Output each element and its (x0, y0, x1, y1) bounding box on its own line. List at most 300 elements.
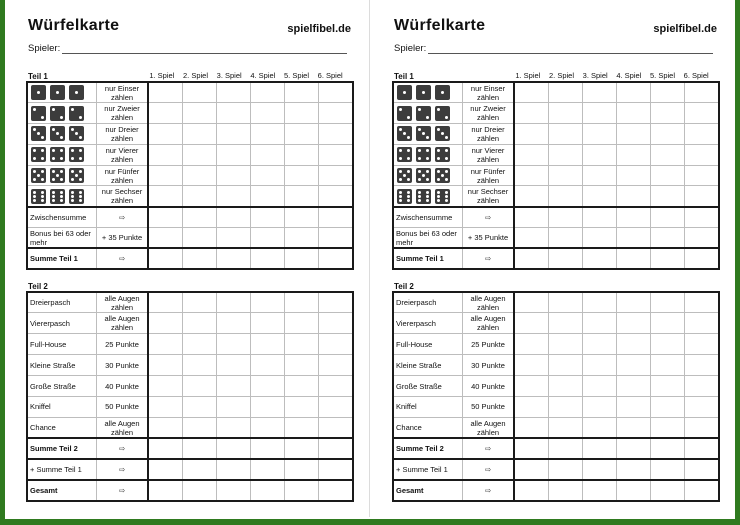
plus-sum-part1-row (393, 459, 719, 480)
bonus-row-game-6-cell[interactable] (685, 228, 720, 249)
part2-row-1-game-4-cell[interactable] (251, 292, 285, 313)
part2-row-6-game-6-cell[interactable] (685, 396, 720, 417)
part1-row (393, 124, 719, 145)
die-2-icon (416, 106, 431, 121)
site-name: spielfibel.de (287, 23, 351, 35)
part1-row-1-game-3-cell[interactable] (583, 82, 617, 103)
part1-row-3-game-3-cell[interactable] (583, 124, 617, 145)
sum-part2-row-game-1-cell[interactable] (514, 438, 549, 459)
part1-row-1-game-1-cell[interactable] (514, 82, 549, 103)
part1-row-1-game-5-cell[interactable] (651, 82, 685, 103)
part2-row-2-game-6-cell[interactable] (685, 313, 720, 334)
part2-table (392, 291, 720, 502)
part2-row-3-game-6-cell[interactable] (319, 334, 354, 355)
part1-row-6-game-1-cell[interactable] (148, 186, 183, 207)
part1-row-5-game-3-cell[interactable] (217, 165, 251, 186)
sum-part2-row-game-3-cell[interactable] (217, 438, 251, 459)
total-row-game-3-cell[interactable] (217, 480, 251, 501)
sum-part1-row-game-6-cell[interactable] (685, 248, 720, 269)
part1-row-6-game-2-cell[interactable] (183, 186, 217, 207)
part2-row-4-game-2-cell[interactable] (549, 355, 583, 376)
part1-row-4-game-6-cell[interactable] (685, 144, 720, 165)
part2-row-2-game-6-cell[interactable] (319, 313, 354, 334)
sum-part2-row-game-6-cell[interactable] (319, 438, 354, 459)
sum-part1-row-game-3-cell[interactable] (217, 248, 251, 269)
bonus-row-game-2-cell[interactable] (183, 228, 217, 249)
part1-row-3-game-5-cell[interactable] (651, 124, 685, 145)
part2-row-2-game-3-cell[interactable] (583, 313, 617, 334)
player-label: Spieler: (394, 43, 427, 54)
plus-sum-part1-row-game-3-cell[interactable] (583, 459, 617, 480)
part2-row-1-game-6-cell[interactable] (685, 292, 720, 313)
part1-row-5-game-5-cell[interactable] (285, 165, 319, 186)
plus-sum-part1-row-game-2-cell[interactable] (549, 459, 583, 480)
sum-part1-row-game-4-cell[interactable] (251, 248, 285, 269)
part2-row-5-game-4-cell[interactable] (251, 376, 285, 397)
part1-row-3-game-6-cell[interactable] (319, 124, 354, 145)
plus-sum-part1-row-game-1-cell[interactable] (148, 459, 183, 480)
rule-text: nur Einser zählen (463, 82, 515, 103)
part2-row-6-game-2-cell[interactable] (183, 396, 217, 417)
part1-row-5-game-6-cell[interactable] (319, 165, 354, 186)
sum-part1-row-rule: ⇨ (463, 248, 515, 269)
part1-row-4-game-3-cell[interactable] (217, 144, 251, 165)
bonus-row-game-5-cell[interactable] (285, 228, 319, 249)
part2-row-5-game-3-cell[interactable] (217, 376, 251, 397)
part1-row-2-game-3-cell[interactable] (217, 103, 251, 124)
part1-row-6-game-1-cell[interactable] (514, 186, 549, 207)
die-3-icon (50, 126, 65, 141)
part2-row-7-game-1-cell[interactable] (148, 417, 183, 438)
score-sheet-left (5, 0, 373, 517)
part2-row-4-game-3-cell[interactable] (583, 355, 617, 376)
bonus-row-game-4-cell[interactable] (617, 228, 651, 249)
part1-row-1-game-2-cell[interactable] (183, 82, 217, 103)
sum-part1-row-label: Summe Teil 1 (27, 248, 97, 269)
part2-row-3-game-5-cell[interactable] (651, 334, 685, 355)
part2-row-4-game-5-cell[interactable] (285, 355, 319, 376)
part2-row-1-game-4-cell[interactable] (617, 292, 651, 313)
subtotal-row (393, 207, 719, 228)
part1-row-6-game-2-cell[interactable] (549, 186, 583, 207)
rule-text: 40 Punkte (463, 376, 515, 397)
part1-row-6-game-6-cell[interactable] (319, 186, 354, 207)
part2-row-6-game-6-cell[interactable] (319, 396, 354, 417)
part2-row-6-game-2-cell[interactable] (549, 396, 583, 417)
part1-row-4-game-2-cell[interactable] (183, 144, 217, 165)
part2-row-3-game-2-cell[interactable] (183, 334, 217, 355)
sum-part1-row-game-5-cell[interactable] (285, 248, 319, 269)
total-row-rule: ⇨ (463, 480, 515, 501)
dice-group (396, 85, 462, 100)
part2-row-7-game-3-cell[interactable] (217, 417, 251, 438)
part2-row-4-game-4-cell[interactable] (251, 355, 285, 376)
part1-row-1-game-6-cell[interactable] (319, 82, 354, 103)
plus-sum-part1-row-game-2-cell[interactable] (183, 459, 217, 480)
part2-row-7-game-4-cell[interactable] (251, 417, 285, 438)
part2-row-1-game-3-cell[interactable] (217, 292, 251, 313)
part2-row-1-game-1-cell[interactable] (148, 292, 183, 313)
part1-row-6-game-4-cell[interactable] (251, 186, 285, 207)
part2-row-1-game-6-cell[interactable] (319, 292, 354, 313)
part1-row-3-game-2-cell[interactable] (549, 124, 583, 145)
part2-row-5-game-5-cell[interactable] (285, 376, 319, 397)
part2-row (27, 376, 353, 397)
part2-row-6-game-4-cell[interactable] (617, 396, 651, 417)
part2-row-6-game-1-cell[interactable] (514, 396, 549, 417)
part1-row-5-game-1-cell[interactable] (148, 165, 183, 186)
part1-row-4-game-2-cell[interactable] (549, 144, 583, 165)
part2-row-2-game-5-cell[interactable] (651, 313, 685, 334)
rule-text: nur Zweier zählen (463, 103, 515, 124)
part2-row-3-game-3-cell[interactable] (583, 334, 617, 355)
part2-row-4-game-4-cell[interactable] (617, 355, 651, 376)
part2-row-6-game-1-cell[interactable] (148, 396, 183, 417)
category-label: Dreierpasch (393, 292, 463, 313)
part2-row-5-game-4-cell[interactable] (617, 376, 651, 397)
bonus-row-game-1-cell[interactable] (148, 228, 183, 249)
part2-row-4-game-1-cell[interactable] (514, 355, 549, 376)
part2-row-7-game-2-cell[interactable] (549, 417, 583, 438)
plus-sum-part1-row-rule: ⇨ (463, 459, 515, 480)
sum-part2-row-game-5-cell[interactable] (285, 438, 319, 459)
part1-row-2-game-2-cell[interactable] (183, 103, 217, 124)
part1-row-2-game-1-cell[interactable] (148, 103, 183, 124)
total-row-game-5-cell[interactable] (285, 480, 319, 501)
part1-row-3-game-1-cell[interactable] (148, 124, 183, 145)
bonus-row-rule: + 35 Punkte (97, 228, 149, 249)
sum-part2-row-game-4-cell[interactable] (251, 438, 285, 459)
sum-part1-row-game-6-cell[interactable] (319, 248, 354, 269)
part2-table (26, 291, 354, 502)
part1-row-3-game-5-cell[interactable] (285, 124, 319, 145)
total-row-game-4-cell[interactable] (251, 480, 285, 501)
part1-row-6-game-5-cell[interactable] (651, 186, 685, 207)
sum-part1-row-game-2-cell[interactable] (183, 248, 217, 269)
total-row-game-3-cell[interactable] (583, 480, 617, 501)
part1-row-1-game-1-cell[interactable] (148, 82, 183, 103)
part2-row-3-game-3-cell[interactable] (217, 334, 251, 355)
part2-row-5-game-2-cell[interactable] (549, 376, 583, 397)
total-row-game-2-cell[interactable] (549, 480, 583, 501)
sum-part1-row (27, 248, 353, 269)
part1-row-5-game-4-cell[interactable] (251, 165, 285, 186)
subtotal-row-game-5-cell[interactable] (651, 207, 685, 228)
part1-row-5-game-2-cell[interactable] (183, 165, 217, 186)
total-row-game-1-cell[interactable] (514, 480, 549, 501)
part1-row-1-game-4-cell[interactable] (251, 82, 285, 103)
dice-group (30, 85, 96, 100)
part2-row-7-game-5-cell[interactable] (285, 417, 319, 438)
part2-row-3-game-4-cell[interactable] (251, 334, 285, 355)
bonus-row-game-6-cell[interactable] (319, 228, 354, 249)
subtotal-row-game-4-cell[interactable] (617, 207, 651, 228)
dice-cell (27, 124, 97, 145)
part1-row-6-game-4-cell[interactable] (617, 186, 651, 207)
bonus-row-game-1-cell[interactable] (514, 228, 549, 249)
subtotal-row-game-3-cell[interactable] (217, 207, 251, 228)
part2-row-1-game-3-cell[interactable] (583, 292, 617, 313)
part2-row-2-game-2-cell[interactable] (183, 313, 217, 334)
part1-row-1-game-5-cell[interactable] (285, 82, 319, 103)
plus-sum-part1-row (27, 459, 353, 480)
subtotal-row-game-5-cell[interactable] (285, 207, 319, 228)
subtotal-row-game-6-cell[interactable] (685, 207, 720, 228)
part2-row-2-game-3-cell[interactable] (217, 313, 251, 334)
part1-row-3-game-4-cell[interactable] (617, 124, 651, 145)
part1-row-3-game-6-cell[interactable] (685, 124, 720, 145)
dice-cell (27, 144, 97, 165)
part2-row-6-game-3-cell[interactable] (583, 396, 617, 417)
plus-sum-part1-row-game-5-cell[interactable] (651, 459, 685, 480)
part2-row-6-game-5-cell[interactable] (651, 396, 685, 417)
die-6-icon (397, 189, 412, 204)
part2-row-3-game-1-cell[interactable] (148, 334, 183, 355)
part1-row-2-game-3-cell[interactable] (583, 103, 617, 124)
part1-row-6-game-3-cell[interactable] (583, 186, 617, 207)
die-1-icon (435, 85, 450, 100)
dice-group (396, 147, 462, 162)
die-5-icon (435, 168, 450, 183)
sum-part1-row-game-3-cell[interactable] (583, 248, 617, 269)
part2-row-4-game-3-cell[interactable] (217, 355, 251, 376)
die-5-icon (50, 168, 65, 183)
part1-row-4-game-1-cell[interactable] (148, 144, 183, 165)
part1-row-3-game-4-cell[interactable] (251, 124, 285, 145)
bonus-row-game-4-cell[interactable] (251, 228, 285, 249)
subtotal-row-game-1-cell[interactable] (148, 207, 183, 228)
sum-part1-row-game-1-cell[interactable] (148, 248, 183, 269)
part1-row-2-game-4-cell[interactable] (251, 103, 285, 124)
part2-row-2-game-4-cell[interactable] (617, 313, 651, 334)
part2-row-4-game-5-cell[interactable] (651, 355, 685, 376)
total-row-game-5-cell[interactable] (651, 480, 685, 501)
game-header-6: 6. Spiel (317, 71, 343, 80)
part1-row (393, 144, 719, 165)
total-row-game-1-cell[interactable] (148, 480, 183, 501)
part2-row-6-game-4-cell[interactable] (251, 396, 285, 417)
part1-row-1-game-6-cell[interactable] (685, 82, 720, 103)
total-row-game-4-cell[interactable] (617, 480, 651, 501)
part2-row-1-game-2-cell[interactable] (183, 292, 217, 313)
part2-row-2-game-5-cell[interactable] (285, 313, 319, 334)
part1-row-1-game-2-cell[interactable] (549, 82, 583, 103)
part1-row-2-game-6-cell[interactable] (685, 103, 720, 124)
plus-sum-part1-row-game-4-cell[interactable] (617, 459, 651, 480)
player-name-field[interactable] (62, 53, 347, 54)
subtotal-row-game-2-cell[interactable] (549, 207, 583, 228)
part2-row-7-game-6-cell[interactable] (319, 417, 354, 438)
part1-row-3-game-3-cell[interactable] (217, 124, 251, 145)
die-5-icon (416, 168, 431, 183)
part1-row-5-game-5-cell[interactable] (651, 165, 685, 186)
rule-text: 25 Punkte (97, 334, 149, 355)
subtotal-row-game-1-cell[interactable] (514, 207, 549, 228)
part1-row-4-game-1-cell[interactable] (514, 144, 549, 165)
part2-row-7-game-4-cell[interactable] (617, 417, 651, 438)
part1-row-1-game-4-cell[interactable] (617, 82, 651, 103)
part1-row-1-game-3-cell[interactable] (217, 82, 251, 103)
bonus-row (393, 228, 719, 249)
total-row-game-6-cell[interactable] (319, 480, 354, 501)
part1-row-6-game-6-cell[interactable] (685, 186, 720, 207)
dice-group (30, 189, 96, 204)
part2-row-3-game-6-cell[interactable] (685, 334, 720, 355)
total-row (27, 480, 353, 501)
total-row-label: Gesamt (393, 480, 463, 501)
part2-row-5-game-2-cell[interactable] (183, 376, 217, 397)
rule-text: nur Fünfer zählen (463, 165, 515, 186)
part2-row-5-game-6-cell[interactable] (319, 376, 354, 397)
part2-row-5-game-6-cell[interactable] (685, 376, 720, 397)
part2-row-5-game-5-cell[interactable] (651, 376, 685, 397)
rule-text: alle Augen zählen (463, 292, 515, 313)
sum-part2-row-game-4-cell[interactable] (617, 438, 651, 459)
part2-row-2-game-1-cell[interactable] (148, 313, 183, 334)
part1-row-2-game-6-cell[interactable] (319, 103, 354, 124)
die-5-icon (397, 168, 412, 183)
subtotal-row-game-3-cell[interactable] (583, 207, 617, 228)
part1-row-4-game-5-cell[interactable] (651, 144, 685, 165)
part2-row-1-game-2-cell[interactable] (549, 292, 583, 313)
part1-row-4-game-3-cell[interactable] (583, 144, 617, 165)
plus-sum-part1-row-game-3-cell[interactable] (217, 459, 251, 480)
total-row-game-2-cell[interactable] (183, 480, 217, 501)
sum-part2-row-game-6-cell[interactable] (685, 438, 720, 459)
rule-text: nur Vierer zählen (97, 144, 149, 165)
score-sheet-right (371, 0, 739, 517)
die-3-icon (397, 126, 412, 141)
part1-row (27, 186, 353, 207)
subtotal-row-game-2-cell[interactable] (183, 207, 217, 228)
part2-row-7-game-5-cell[interactable] (651, 417, 685, 438)
part1-row (27, 124, 353, 145)
sum-part2-row-game-5-cell[interactable] (651, 438, 685, 459)
part1-row-5-game-2-cell[interactable] (549, 165, 583, 186)
part2-row-7-game-2-cell[interactable] (183, 417, 217, 438)
bonus-row-game-5-cell[interactable] (651, 228, 685, 249)
part2-row-3-game-5-cell[interactable] (285, 334, 319, 355)
part1-row-2-game-2-cell[interactable] (549, 103, 583, 124)
subtotal-row-label: Zwischensumme (27, 207, 97, 228)
part2-row-2-game-4-cell[interactable] (251, 313, 285, 334)
part2-row-7-game-6-cell[interactable] (685, 417, 720, 438)
game-header-1: 1. Spiel (149, 71, 175, 80)
sum-part1-row-game-4-cell[interactable] (617, 248, 651, 269)
part1-row-2-game-5-cell[interactable] (651, 103, 685, 124)
part2-row-4-game-1-cell[interactable] (148, 355, 183, 376)
site-name: spielfibel.de (653, 23, 717, 35)
player-name-field[interactable] (428, 53, 713, 54)
part1-row-5-game-4-cell[interactable] (617, 165, 651, 186)
rule-text: alle Augen zählen (97, 313, 149, 334)
part1-row-5-game-6-cell[interactable] (685, 165, 720, 186)
part1-row-4-game-5-cell[interactable] (285, 144, 319, 165)
subtotal-row-rule: ⇨ (97, 207, 149, 228)
part2-row-2-game-2-cell[interactable] (549, 313, 583, 334)
total-row-game-6-cell[interactable] (685, 480, 720, 501)
plus-sum-part1-row-game-5-cell[interactable] (285, 459, 319, 480)
plus-sum-part1-row-game-1-cell[interactable] (514, 459, 549, 480)
part2-row (393, 355, 719, 376)
sum-part1-row-game-2-cell[interactable] (549, 248, 583, 269)
part2-row-5-game-3-cell[interactable] (583, 376, 617, 397)
rule-text: nur Einser zählen (97, 82, 149, 103)
part1-row (393, 186, 719, 207)
part1-row-4-game-6-cell[interactable] (319, 144, 354, 165)
bonus-row-game-3-cell[interactable] (217, 228, 251, 249)
part1-row-5-game-1-cell[interactable] (514, 165, 549, 186)
sum-part1-row-game-5-cell[interactable] (651, 248, 685, 269)
part1-row-3-game-2-cell[interactable] (183, 124, 217, 145)
part2-row-1-game-5-cell[interactable] (651, 292, 685, 313)
plus-sum-part1-row-game-6-cell[interactable] (319, 459, 354, 480)
plus-sum-part1-row-game-6-cell[interactable] (685, 459, 720, 480)
part1-row-6-game-3-cell[interactable] (217, 186, 251, 207)
rule-text: 25 Punkte (463, 334, 515, 355)
part1-row-4-game-4-cell[interactable] (617, 144, 651, 165)
part2-row-4-game-6-cell[interactable] (685, 355, 720, 376)
player-label: Spieler: (28, 43, 61, 54)
sum-part2-row-game-2-cell[interactable] (549, 438, 583, 459)
rule-text: nur Sechser zählen (463, 186, 515, 207)
part2-row-4-game-6-cell[interactable] (319, 355, 354, 376)
part2-row-2-game-1-cell[interactable] (514, 313, 549, 334)
part2-row-6-game-3-cell[interactable] (217, 396, 251, 417)
bonus-row-game-3-cell[interactable] (583, 228, 617, 249)
part2-row-5-game-1-cell[interactable] (514, 376, 549, 397)
part1-row-2-game-5-cell[interactable] (285, 103, 319, 124)
subtotal-row-game-4-cell[interactable] (251, 207, 285, 228)
part2-row (393, 334, 719, 355)
part1-row-3-game-1-cell[interactable] (514, 124, 549, 145)
die-4-icon (69, 147, 84, 162)
part2-row-7-game-3-cell[interactable] (583, 417, 617, 438)
dice-group (396, 168, 462, 183)
part2-row-3-game-2-cell[interactable] (549, 334, 583, 355)
part2-row-3-game-4-cell[interactable] (617, 334, 651, 355)
part2-row-6-game-5-cell[interactable] (285, 396, 319, 417)
category-label: Kleine Straße (27, 355, 97, 376)
sum-part1-row-game-1-cell[interactable] (514, 248, 549, 269)
dice-cell (393, 186, 463, 207)
part2-row-1-game-5-cell[interactable] (285, 292, 319, 313)
subtotal-row-game-6-cell[interactable] (319, 207, 354, 228)
part2-row-3-game-1-cell[interactable] (514, 334, 549, 355)
rule-text: 40 Punkte (97, 376, 149, 397)
part1-row-4-game-4-cell[interactable] (251, 144, 285, 165)
part1-table (392, 81, 720, 270)
part2-row-4-game-2-cell[interactable] (183, 355, 217, 376)
die-6-icon (435, 189, 450, 204)
game-header-4: 4. Spiel (616, 71, 642, 80)
sum-part2-row-game-1-cell[interactable] (148, 438, 183, 459)
part2-row-1-game-1-cell[interactable] (514, 292, 549, 313)
dice-group (30, 126, 96, 141)
part2-row-7-game-1-cell[interactable] (514, 417, 549, 438)
part1-row-2-game-1-cell[interactable] (514, 103, 549, 124)
part1-row-6-game-5-cell[interactable] (285, 186, 319, 207)
part2-row-5-game-1-cell[interactable] (148, 376, 183, 397)
part1-row-5-game-3-cell[interactable] (583, 165, 617, 186)
part1-row-2-game-4-cell[interactable] (617, 103, 651, 124)
plus-sum-part1-row-game-4-cell[interactable] (251, 459, 285, 480)
sum-part2-row-game-2-cell[interactable] (183, 438, 217, 459)
category-label: Chance (393, 417, 463, 438)
bonus-row-game-2-cell[interactable] (549, 228, 583, 249)
part1-label: Teil 1 (394, 72, 414, 81)
sum-part2-row-game-3-cell[interactable] (583, 438, 617, 459)
